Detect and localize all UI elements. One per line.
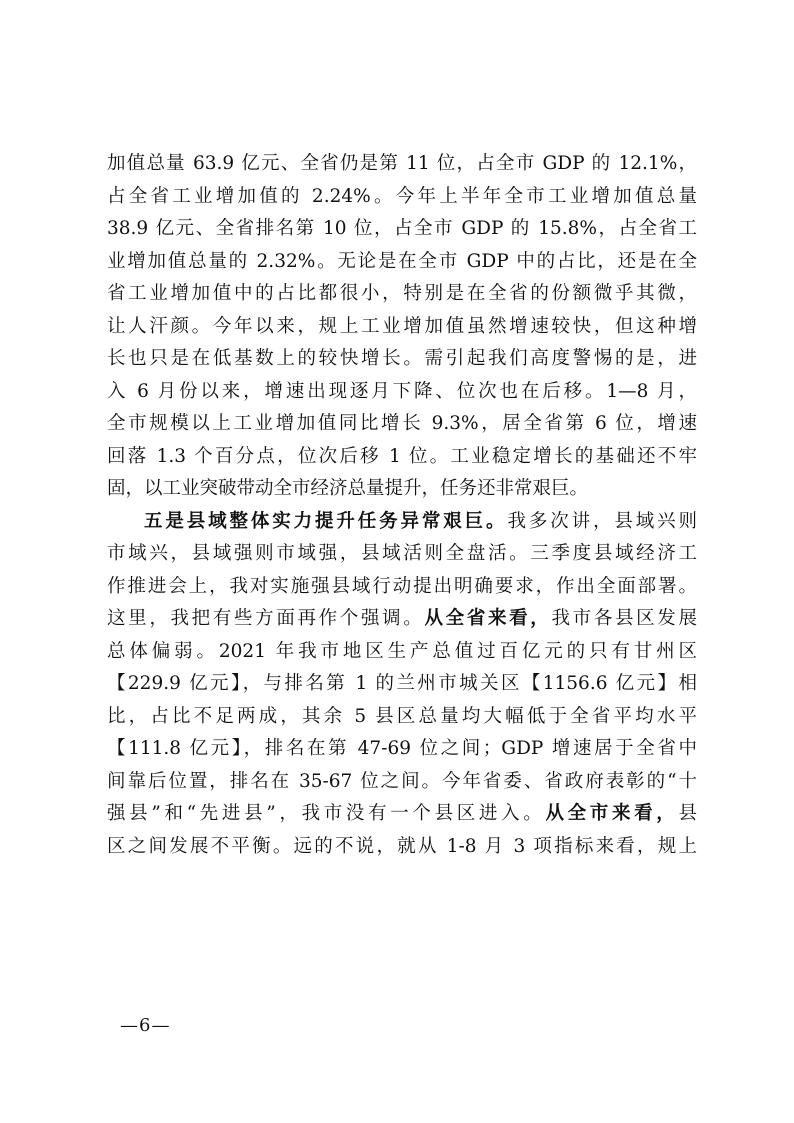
text-segment: 作推进会上，我对实施强县域行动提出明确要求，作出全面部署。	[107, 575, 697, 597]
text-line	[107, 213, 697, 246]
text-segment: 省工业增加值中的占比都很小，特别是在全省的份额微乎其微，	[107, 283, 697, 304]
page-number: —6—	[120, 1015, 171, 1036]
text-segment: 强县”和“先进县”，我市没有一个县区进入。	[107, 803, 546, 824]
text-line	[107, 473, 697, 506]
text-line	[107, 636, 697, 669]
text-line	[107, 603, 697, 636]
text-segment: 市域兴，县域强则市域强，县域活则全盘活。三季度县域经济工	[107, 543, 697, 564]
text-line	[107, 733, 697, 766]
text-segment: 总体偏弱。2021 年我市地区生产总值过百亿元的只有甘州区	[107, 640, 697, 662]
text-segment: 我市各县区发展	[551, 608, 697, 629]
text-line	[107, 766, 697, 799]
text-segment: 【229.9 亿元】，与排名第 1 的兰州市城关区【1156.6 亿元】相	[107, 673, 697, 694]
text-line	[107, 278, 697, 311]
body-text	[107, 148, 697, 863]
bold-phrase: 从全市来看，	[545, 803, 679, 824]
text-line	[107, 441, 697, 474]
text-segment: 这里，我把有些方面再作个强调。	[107, 608, 425, 629]
text-segment: 入 6 月份以来，增速出现逐月下降、位次也在后移。1—8 月，	[107, 380, 697, 402]
text-line	[107, 668, 697, 701]
text-segment: 固，以工业突破带动全市经济总量提升，任务还非常艰巨。	[107, 478, 589, 499]
text-line	[107, 181, 697, 214]
bold-phrase: 从全省来看，	[424, 608, 552, 629]
text-segment: 全市规模以上工业增加值同比增长 9.3%，居全省第 6 位，增速	[107, 413, 697, 434]
text-line	[107, 376, 697, 409]
text-segment: 业增加值总量的 2.32%。无论是在全市 GDP 中的占比，还是在全	[107, 250, 697, 272]
bold-phrase: 五是县域整体实力提升任务异常艰巨。	[144, 510, 508, 532]
text-segment: 长也只是在低基数上的较快增长。需引起我们高度警惕的是，进	[107, 348, 697, 369]
text-segment: 县	[678, 803, 697, 824]
text-segment: 比，占比不足两成，其余 5 县区总量均大幅低于全省平均水平	[107, 705, 697, 727]
text-line	[107, 701, 697, 734]
text-segment: 间靠后位置，排名在 35-67 位之间。今年省委、省政府表彰的“十	[107, 770, 697, 792]
text-segment: 让人汗颜。今年以来，规上工业增加值虽然增速较快，但这种增	[107, 315, 697, 337]
text-line	[107, 408, 697, 441]
text-line	[107, 798, 697, 831]
text-line	[107, 571, 697, 604]
text-line	[107, 311, 697, 344]
text-segment: 【111.8 亿元】，排名在第 47-69 位之间；GDP 增速居于全省中	[107, 738, 697, 759]
text-line	[107, 831, 697, 864]
text-segment: 加值总量 63.9 亿元、全省仍是第 11 位，占全市 GDP 的 12.1%，	[107, 153, 697, 174]
text-segment: 占全省工业增加值的 2.24%。今年上半年全市工业增加值总量	[107, 185, 697, 207]
text-line	[107, 343, 697, 376]
text-segment: 回落 1.3 个百分点，位次后移 1 位。工业稳定增长的基础还不牢	[107, 445, 697, 467]
text-segment: 38.9 亿元、全省排名第 10 位，占全市 GDP 的 15.8%，占全省工	[107, 218, 697, 239]
text-segment: 我多次讲，县域兴则	[507, 510, 697, 532]
text-segment: 区之间发展不平衡。远的不说，就从 1-8 月 3 项指标来看，规上	[107, 835, 697, 857]
text-line	[107, 538, 697, 571]
text-line	[107, 148, 697, 181]
text-line	[107, 506, 697, 539]
text-line	[107, 246, 697, 279]
